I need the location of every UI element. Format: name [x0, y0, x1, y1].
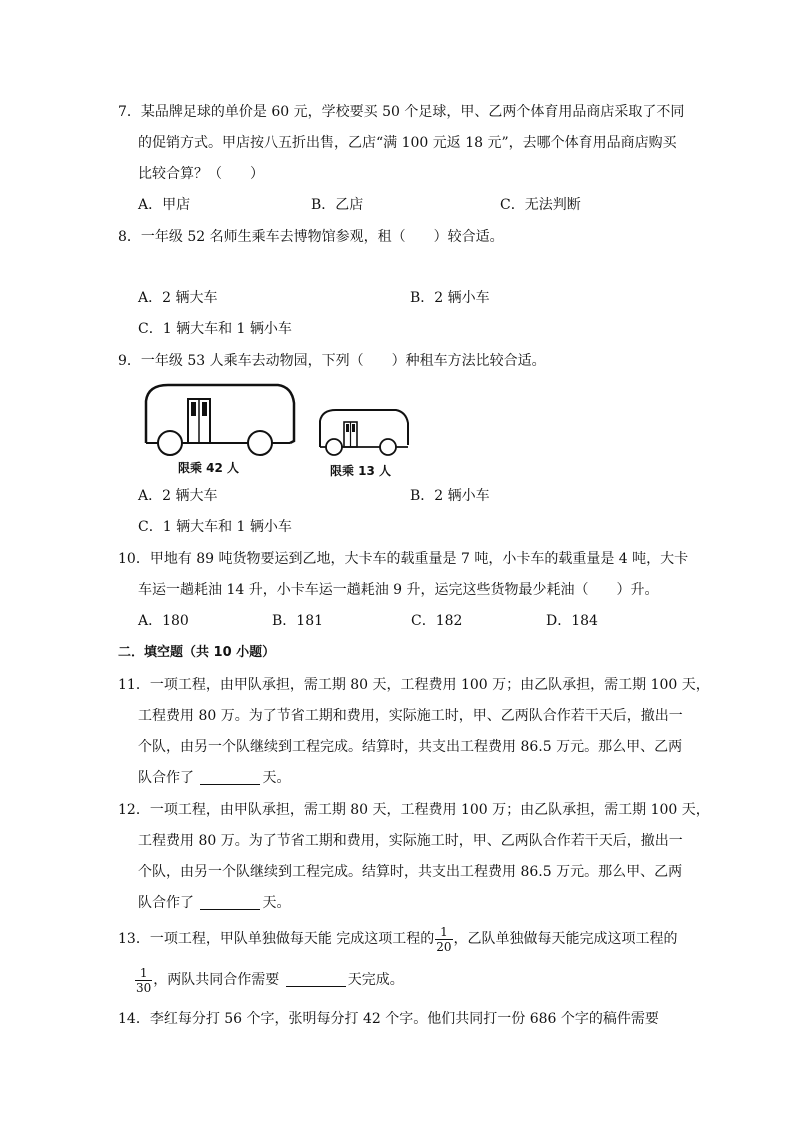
q7-option-b: B．乙店 — [311, 197, 364, 213]
q9-option-c: C．1 辆大车和 1 辆小车 — [138, 519, 292, 535]
q7-line2: 的促销方式。甲店按八五折出售，乙店“满 100 元返 18 元”，去哪个体育用品商店购买 — [138, 135, 677, 151]
big-bus-illustration — [140, 381, 300, 456]
q9-option-b: B．2 辆小车 — [410, 488, 490, 504]
q11-line4-suffix: 天。 — [262, 770, 291, 786]
q13-fraction-2-denominator: 30 — [136, 980, 152, 995]
q13-fraction-1 — [435, 925, 452, 954]
q13-line1-suffix: ，乙队单独做每天能完成这项工程的 — [453, 931, 678, 947]
q10-line2: 车运一趟耗油 14 升，小卡车运一趟耗油 9 升，运完这些货物最少耗油（ ）升。 — [138, 582, 659, 598]
q12-line4-suffix: 天。 — [262, 895, 291, 911]
q11-line4 — [138, 768, 290, 788]
q10-option-a: A．180 — [138, 613, 189, 629]
q13-line2 — [134, 963, 404, 997]
q8-option-a: A．2 辆大车 — [138, 290, 218, 306]
q12-line4-text: 队合作了 — [138, 895, 194, 911]
q12-line1: 12．一项工程，由甲队承担，需工期 80 天，工程费用 100 万；由乙队承担，需工期 100 天， — [118, 802, 710, 818]
q8-option-c: C．1 辆大车和 1 辆小车 — [138, 321, 292, 337]
q12-answer-blank[interactable] — [200, 895, 260, 910]
q13-fraction-1-numerator: 1 — [440, 924, 448, 939]
q7-line1: 7．某品牌足球的单价是 60 元，学校要买 50 个足球，甲、乙两个体育用品商店采取了不同 — [118, 104, 685, 120]
q12-line3: 个队，由另一个队继续到工程完成。结算时，共支出工程费用 86.5 万元。那么甲、乙两 — [138, 864, 683, 880]
q8-option-b: B．2 辆小车 — [410, 290, 490, 306]
q11-answer-blank[interactable] — [200, 770, 260, 785]
small-bus-illustration — [316, 407, 412, 459]
q10-option-d: D．184 — [546, 613, 598, 629]
q13-answer-blank[interactable] — [286, 972, 346, 987]
q11-line2: 工程费用 80 万。为了节省工期和费用，实际施工时，甲、乙两队合作若干天后，撤出一 — [138, 708, 683, 724]
q13-fraction-2-numerator: 1 — [139, 965, 148, 980]
small-bus-label: 限乘 13 人 — [330, 464, 392, 478]
q7-line3: 比较合算？（ ） — [138, 166, 264, 182]
q12-line2: 工程费用 80 万。为了节省工期和费用，实际施工时，甲、乙两队合作若干天后，撤出一 — [138, 833, 683, 849]
q13-line2-text: ，两队共同合作需要 — [153, 972, 280, 988]
q10-option-c: C．182 — [411, 613, 463, 629]
q14-line1: 14．李红每分打 56 个字，张明每分打 42 个字。他们共同打一份 686 个字的稿件需要 — [118, 1011, 659, 1027]
q13-line2-suffix: 天完成。 — [347, 972, 404, 988]
q7-option-a: A．甲店 — [138, 197, 191, 213]
section-heading: 二．填空题（共 10 小题） — [118, 645, 276, 660]
q9-line1: 9．一年级 53 人乘车去动物园，下列（ ）种租车方法比较合适。 — [118, 353, 546, 369]
q11-line4-text: 队合作了 — [138, 770, 194, 786]
q11-line1: 11．一项工程，由甲队承担，需工期 80 天，工程费用 100 万；由乙队承担，需工期 100 天， — [118, 677, 710, 693]
q13-line1-text: 13．一项工程，甲队单独做每天能 完成这项工程的 — [118, 931, 435, 947]
q8-line1: 8．一年级 52 名师生乘车去博物馆参观，租（ ）较合适。 — [118, 229, 504, 245]
q10-line1: 10．甲地有 89 吨货物要运到乙地，大卡车的载重量是 7 吨，小卡车的载重量是 4 吨，大卡 — [118, 551, 689, 567]
q13-line1 — [118, 922, 678, 956]
q7-option-c: C．无法判断 — [500, 197, 581, 213]
big-bus-label: 限乘 42 人 — [178, 461, 240, 475]
q12-line4 — [138, 893, 290, 913]
q11-line3: 个队，由另一个队继续到工程完成。结算时，共支出工程费用 86.5 万元。那么甲、乙两 — [138, 739, 683, 755]
q13-fraction-2 — [135, 966, 152, 995]
q10-option-b: B．181 — [272, 613, 324, 629]
q13-fraction-1-denominator: 20 — [436, 939, 452, 954]
q9-option-a: A．2 辆大车 — [138, 488, 218, 504]
